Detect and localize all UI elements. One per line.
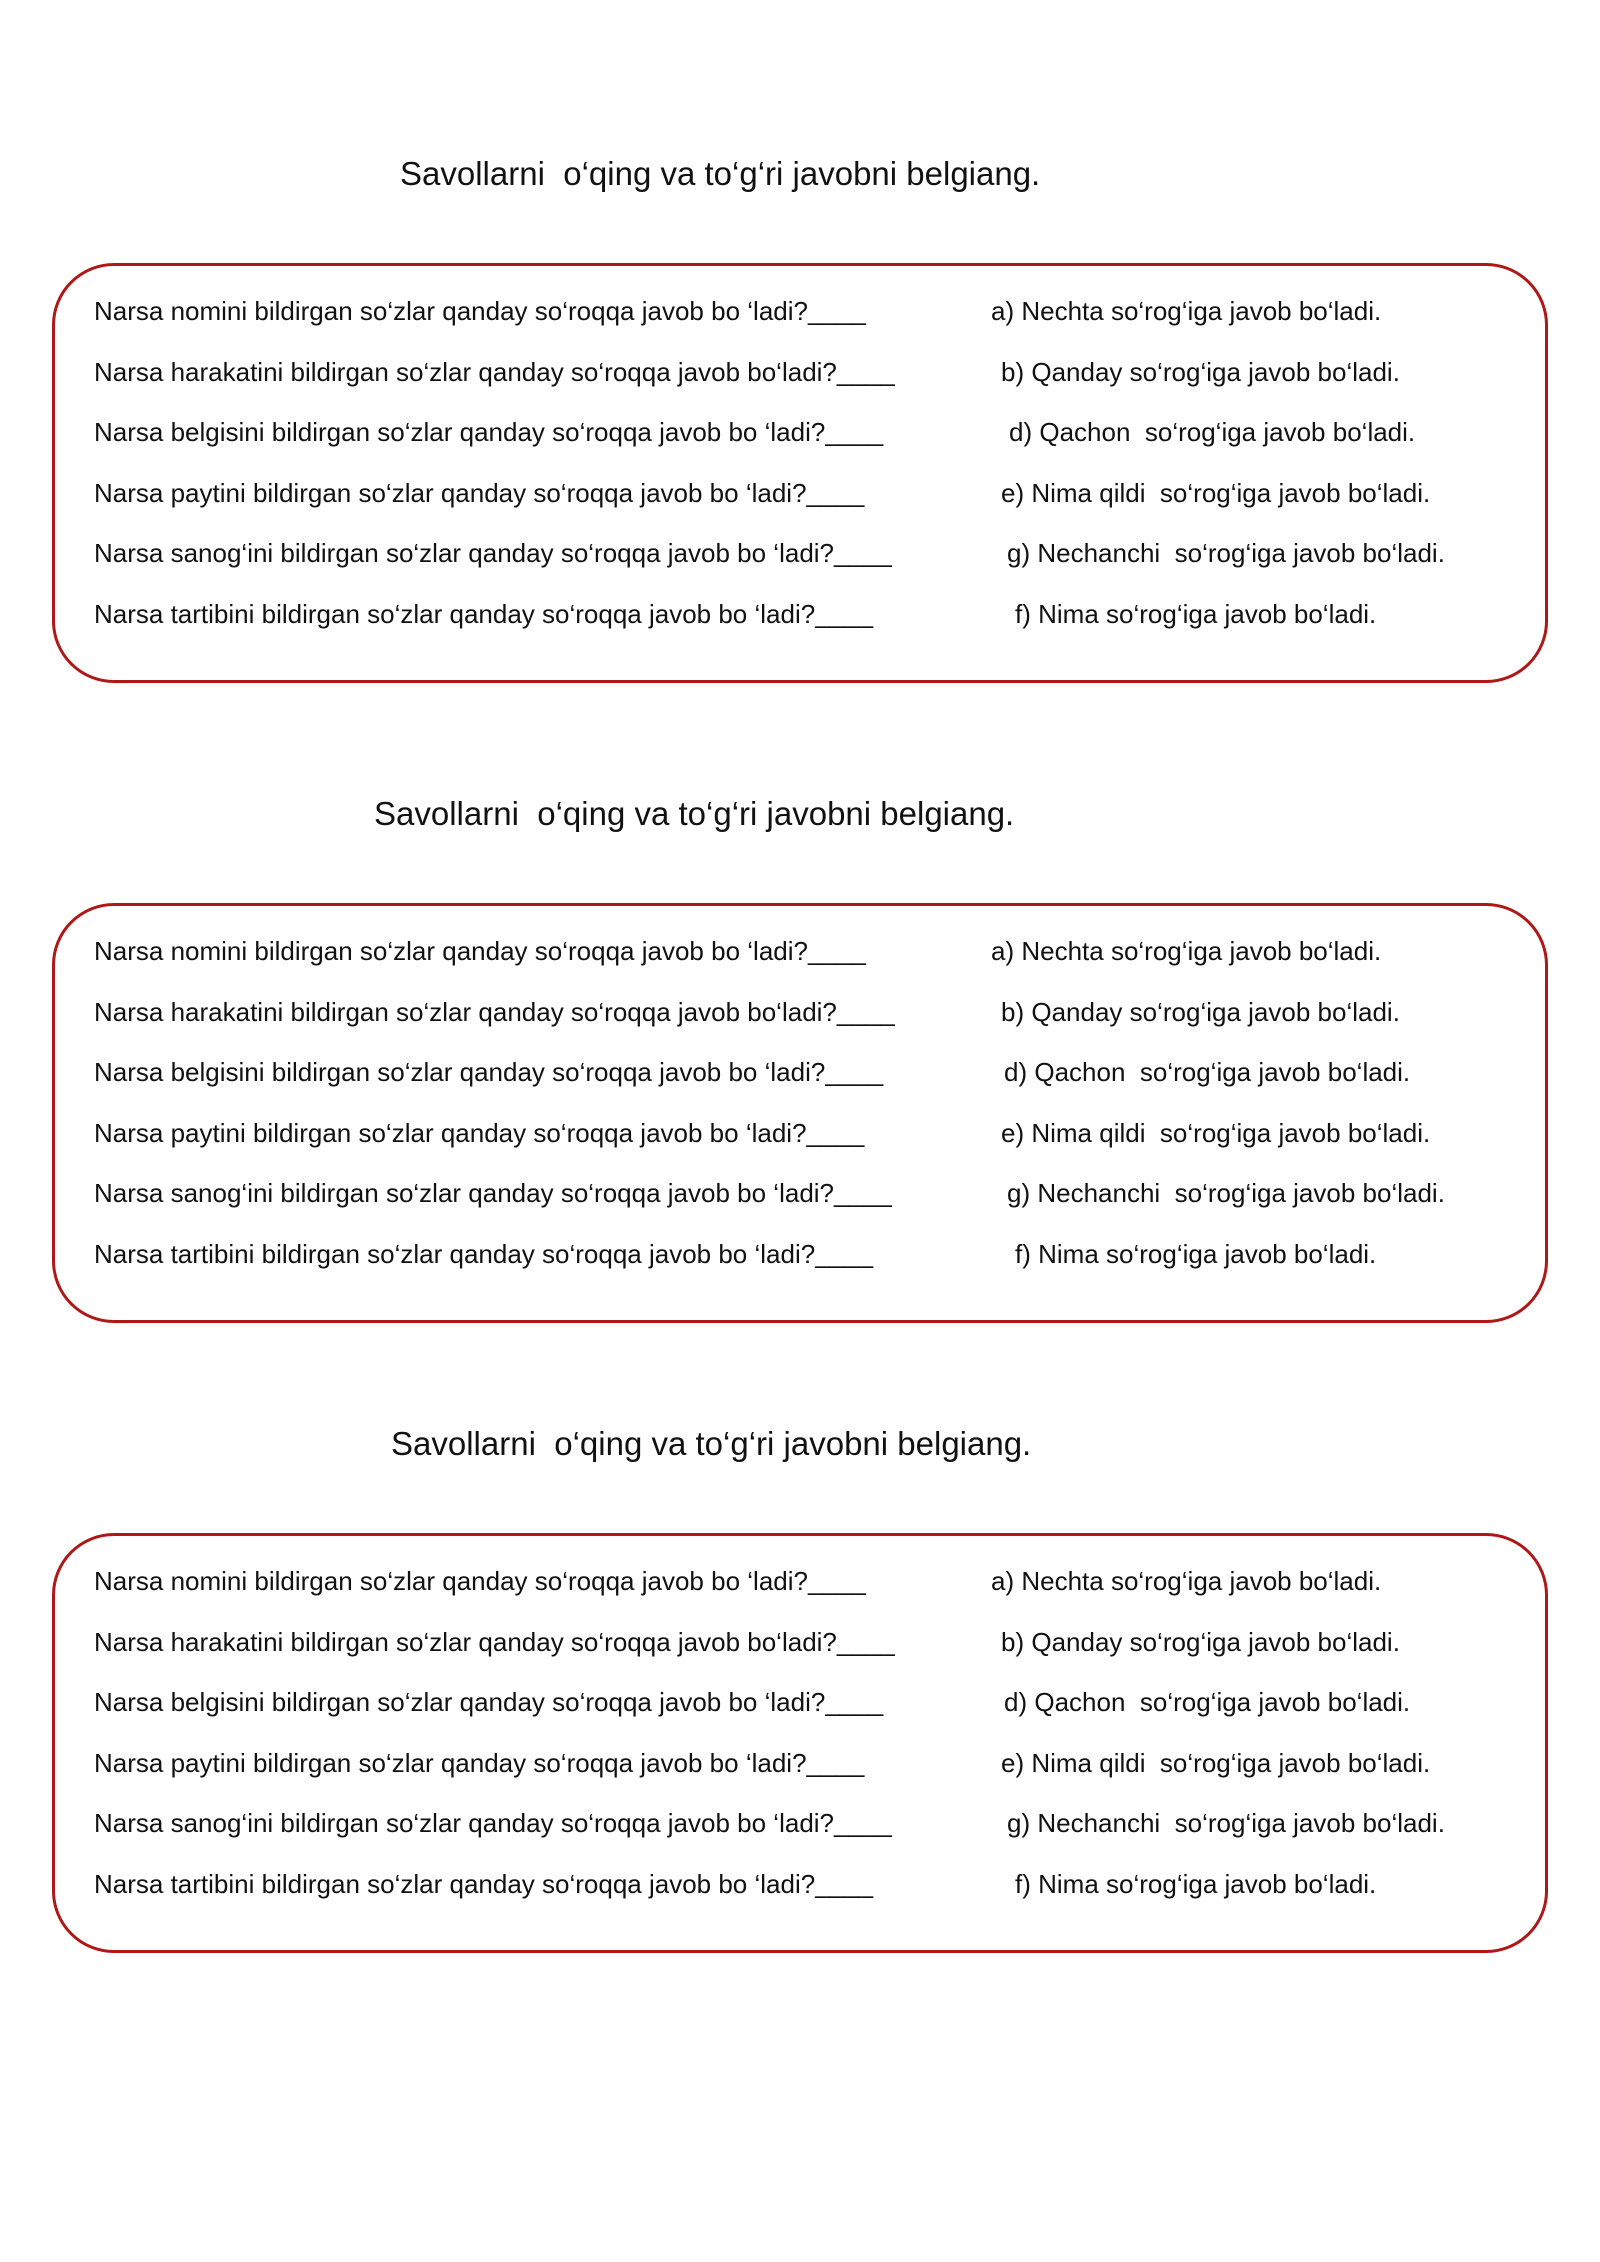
answer-option: b) Qanday so‘rog‘iga javob bo‘ladi.	[1001, 356, 1400, 387]
question-item: Narsa harakatini bildirgan so‘zlar qanday so‘roqqa javob bo‘ladi?____	[94, 1626, 895, 1657]
answer-option: d) Qachon so‘rog‘iga javob bo‘ladi.	[1009, 417, 1416, 447]
question-item: Narsa harakatini bildirgan so‘zlar qanday so‘roqqa javob bo‘ladi?____	[94, 996, 895, 1027]
question-item: Narsa tartibini bildirgan so‘zlar qanday so‘roqqa javob bo ‘ladi?____	[94, 1238, 874, 1269]
question-item: Narsa belgisini bildirgan so‘zlar qanday so‘roqqa javob bo ‘ladi?____	[94, 1057, 884, 1087]
question-item: Narsa sanog‘ini bildirgan so‘zlar qanday so‘roqqa javob bo ‘ladi?____	[94, 1808, 892, 1838]
answer-option: b) Qanday so‘rog‘iga javob bo‘ladi.	[1001, 996, 1400, 1027]
question-item: Narsa nomini bildirgan so‘zlar qanday so‘roqqa javob bo ‘ladi?____	[94, 296, 866, 326]
question-item: Narsa tartibini bildirgan so‘zlar qanday so‘roqqa javob bo ‘ladi?____	[94, 1868, 874, 1899]
answer-option: b) Qanday so‘rog‘iga javob bo‘ladi.	[1001, 1626, 1400, 1657]
question-item: Narsa paytini bildirgan so‘zlar qanday so‘roqqa javob bo ‘ladi?____	[94, 1117, 865, 1148]
answer-option: f) Nima so‘rog‘iga javob bo‘ladi.	[1015, 1238, 1377, 1269]
answer-option: e) Nima qildi so‘rog‘iga javob bo‘ladi.	[1001, 1747, 1431, 1778]
question-item: Narsa sanog‘ini bildirgan so‘zlar qanday so‘roqqa javob bo ‘ladi?____	[94, 538, 892, 568]
question-item: Narsa paytini bildirgan so‘zlar qanday so‘roqqa javob bo ‘ladi?____	[94, 1747, 865, 1778]
answer-option: a) Nechta so‘rog‘iga javob bo‘ladi.	[991, 296, 1382, 326]
answer-option: a) Nechta so‘rog‘iga javob bo‘ladi.	[991, 936, 1382, 966]
answer-option: e) Nima qildi so‘rog‘iga javob bo‘ladi.	[1001, 477, 1431, 508]
question-item: Narsa harakatini bildirgan so‘zlar qanday so‘roqqa javob bo‘ladi?____	[94, 356, 895, 387]
answer-option: g) Nechanchi so‘rog‘iga javob bo‘ladi.	[1007, 1178, 1445, 1208]
section-title: Savollarni o‘qing va to‘g‘ri javobni belgiang.	[374, 795, 1015, 832]
answer-option: d) Qachon so‘rog‘iga javob bo‘ladi.	[1004, 1687, 1411, 1717]
answer-option: g) Nechanchi so‘rog‘iga javob bo‘ladi.	[1007, 538, 1445, 568]
answer-option: f) Nima so‘rog‘iga javob bo‘ladi.	[1015, 1868, 1377, 1899]
question-item: Narsa belgisini bildirgan so‘zlar qanday so‘roqqa javob bo ‘ladi?____	[94, 417, 884, 447]
answer-option: f) Nima so‘rog‘iga javob bo‘ladi.	[1015, 598, 1377, 629]
section-title: Savollarni o‘qing va to‘g‘ri javobni belgiang.	[391, 1425, 1032, 1462]
question-item: Narsa tartibini bildirgan so‘zlar qanday so‘roqqa javob bo ‘ladi?____	[94, 598, 874, 629]
question-item: Narsa nomini bildirgan so‘zlar qanday so‘roqqa javob bo ‘ladi?____	[94, 1566, 866, 1596]
question-item: Narsa belgisini bildirgan so‘zlar qanday so‘roqqa javob bo ‘ladi?____	[94, 1687, 884, 1717]
section-title: Savollarni o‘qing va to‘g‘ri javobni belgiang.	[400, 155, 1041, 192]
answer-option: a) Nechta so‘rog‘iga javob bo‘ladi.	[991, 1566, 1382, 1596]
question-item: Narsa nomini bildirgan so‘zlar qanday so‘roqqa javob bo ‘ladi?____	[94, 936, 866, 966]
question-item: Narsa paytini bildirgan so‘zlar qanday so‘roqqa javob bo ‘ladi?____	[94, 477, 865, 508]
answer-option: d) Qachon so‘rog‘iga javob bo‘ladi.	[1004, 1057, 1411, 1087]
question-item: Narsa sanog‘ini bildirgan so‘zlar qanday so‘roqqa javob bo ‘ladi?____	[94, 1178, 892, 1208]
answer-option: e) Nima qildi so‘rog‘iga javob bo‘ladi.	[1001, 1117, 1431, 1148]
answer-option: g) Nechanchi so‘rog‘iga javob bo‘ladi.	[1007, 1808, 1445, 1838]
